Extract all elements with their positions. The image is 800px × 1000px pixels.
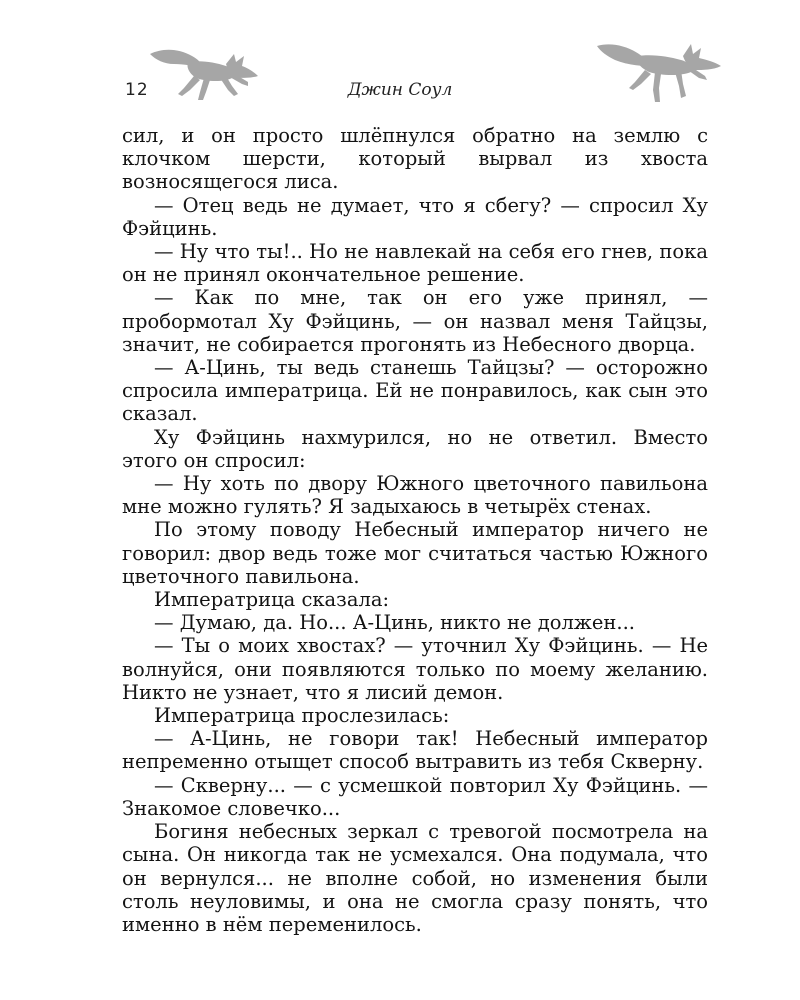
paragraph: Императрица сказала: [154,588,390,612]
paragraph: — Ну что ты!.. Но не навлекай на себя его гнев, пока он не принял окончательное решение. [122,240,708,287]
body-text [122,124,708,936]
paragraph: — А-Цинь, ты ведь станешь Тайцзы? — осторожно спросила императрица. Ей не понравилось, как сын это сказал. [122,356,708,426]
paragraph: — Как по мне, так он его уже принял, — пробормотал Ху Фэйцинь, — он назвал меня Тайцзы, значит, не собирается прогонять из Небесного дворца. [122,286,708,356]
paragraph: — Отец ведь не думает, что я сбегу? — спросил Ху Фэйцинь. [122,193,708,240]
running-title: Джин Соул [347,80,453,100]
paragraph: сил, и он просто шлёпнулся обратно на землю с клочком шерсти, который вырвал из хвоста возносящегося лиса. [122,124,708,194]
leaping-fox-icon [595,40,723,104]
paragraph: — Думаю, да. Но... А-Цинь, никто не должен... [154,611,635,635]
paragraph: — Ты о моих хвостах? — уточнил Ху Фэйцинь. — Не волнуйся, они появляются только по моему желанию. Никто не узнает, что я лисий демон. [122,634,708,704]
paragraph: — Скверну... — с усмешкой повторил Ху Фэйцинь. — Знакомое словечко... [122,773,708,820]
paragraph: — Ну хоть по двору Южного цветочного павильона мне можно гулять? Я задыхаюсь в четырёх стенах. [122,472,708,519]
paragraph: По этому поводу Небесный император ничего не говорил: двор ведь тоже мог считаться частью Южного цветочного павильона. [122,518,708,588]
paragraph: Богиня небесных зеркал с тревогой посмотрела на сына. Он никогда так не усмехался. Она подумала, что он вернулся... не вполне собой, но изменения были столь неуловимы, и она не смогла сразу понять, что именно в нём переменилось. [122,820,708,936]
page-number: 12 [125,80,149,100]
paragraph: Императрица прослезилась: [154,704,450,728]
paragraph: — А-Цинь, не говори так! Небесный император непременно отыщет способ вытравить из тебя Скверну. [122,727,708,774]
page-header [0,0,800,110]
paragraph: Ху Фэйцинь нахмурился, но не ответил. Вместо этого он спросил: [122,425,708,472]
